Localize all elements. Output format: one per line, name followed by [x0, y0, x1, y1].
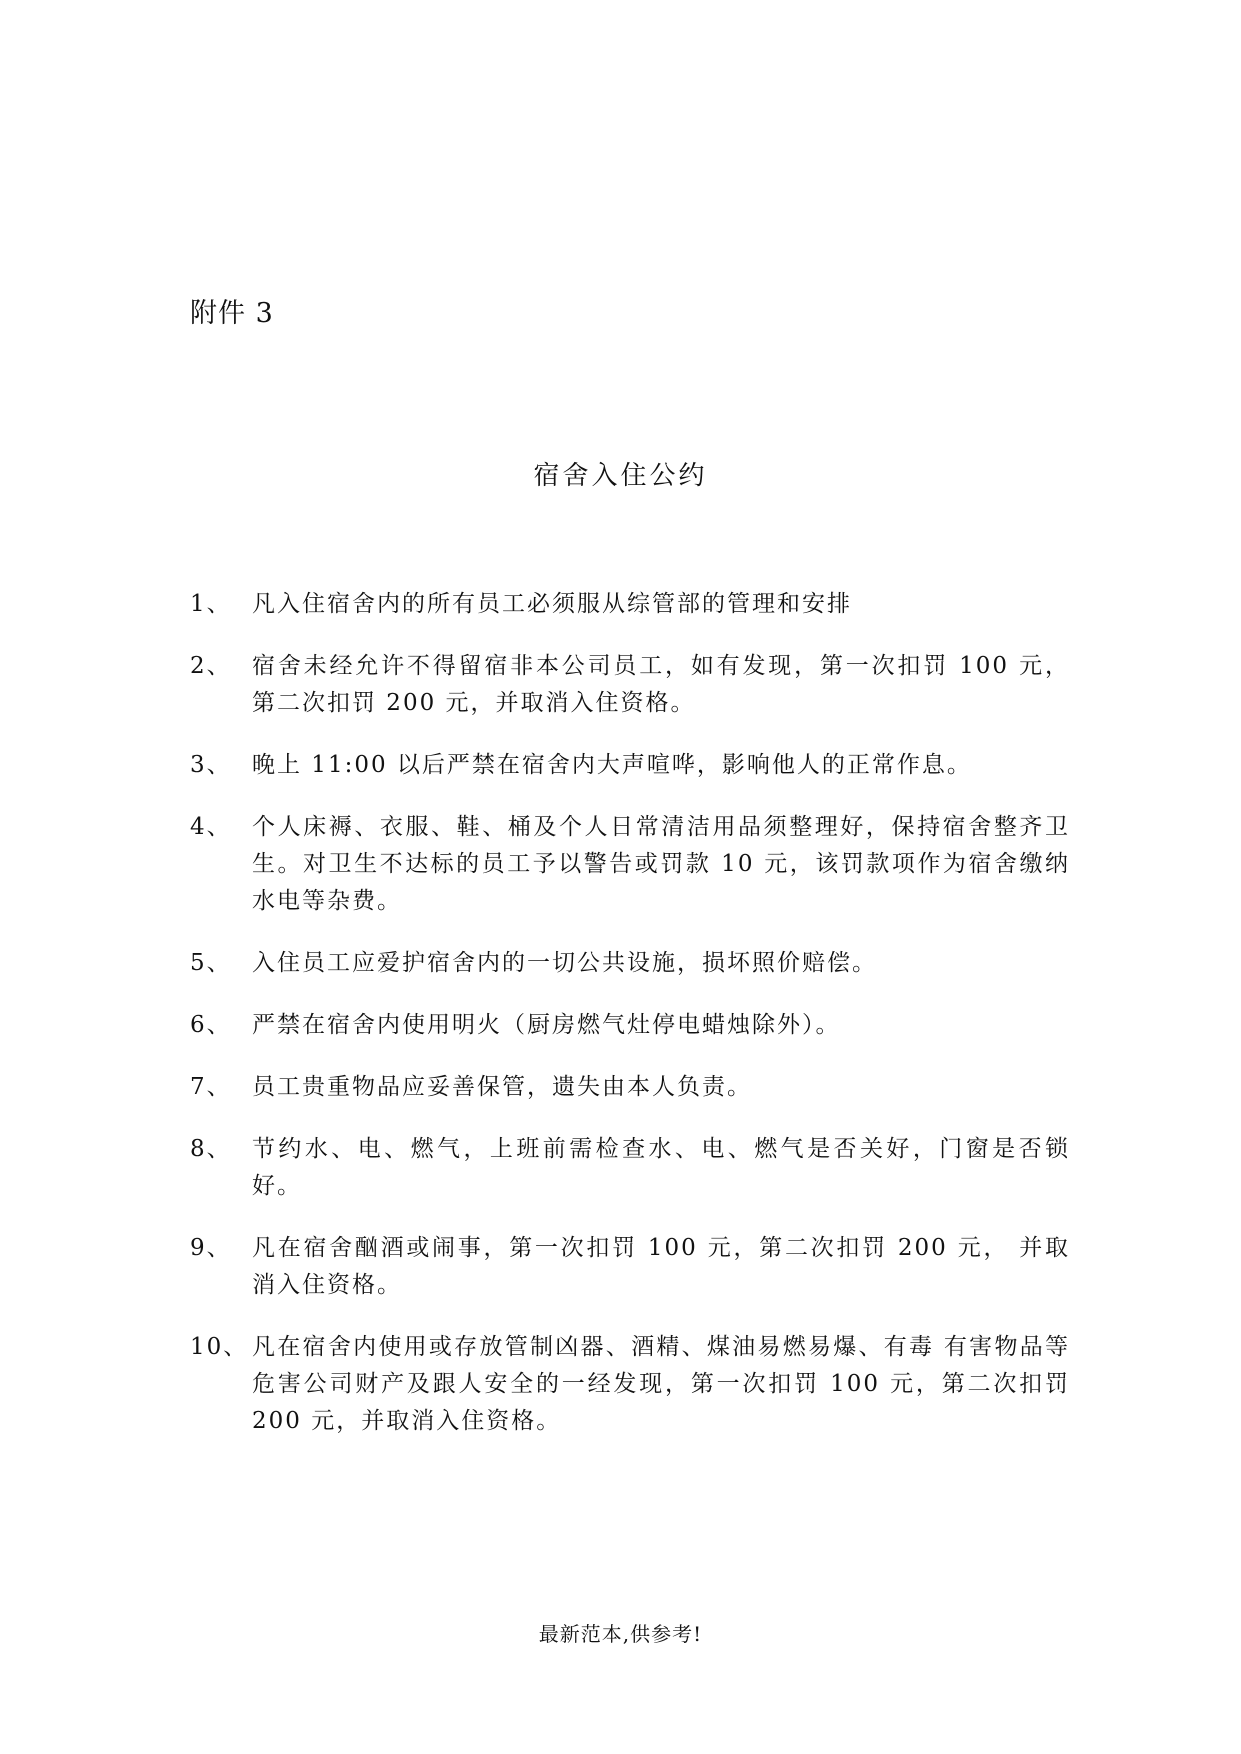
- rule-number: 3、: [190, 752, 232, 778]
- attachment-label: 附件 3: [190, 298, 274, 329]
- rule-item: [190, 809, 1070, 920]
- rule-text: 个人床褥、衣服、鞋、桶及个人日常清洁用品须整理好，保持宿舍整齐卫生。对卫生不达标的员工予以警告或罚款 10 元，该罚款项作为宿舍缴纳水电等杂费。: [252, 814, 1070, 914]
- footer-note: 最新范本,供参考!: [538, 1622, 703, 1646]
- rule-number: 9、: [190, 1235, 232, 1261]
- rule-number: 6、: [190, 1012, 232, 1038]
- rule-number: 4、: [190, 814, 232, 840]
- rule-number: 8、: [190, 1136, 232, 1162]
- rule-item: [190, 648, 1070, 722]
- rule-item: [190, 586, 1070, 623]
- rule-text: 入住员工应爱护宿舍内的一切公共设施，损坏照价赔偿。: [252, 950, 877, 976]
- rule-text: 宿舍未经允许不得留宿非本公司员工，如有发现，第一次扣罚 100 元，第二次扣罚 200 元，并取消入住资格。: [252, 653, 1070, 716]
- rule-item: [190, 1329, 1070, 1440]
- rule-item: [190, 1069, 1070, 1106]
- rule-text: 凡在宿舍内使用或存放管制凶器、酒精、煤油易燃易爆、有毒 有害物品等危害公司财产及跟人安全的一经发现，第一次扣罚 100 元，第二次扣罚 200 元，并取消入住资格。: [252, 1334, 1070, 1434]
- rule-item: [190, 747, 1070, 784]
- rule-number: 5、: [190, 950, 232, 976]
- rule-text: 节约水、电、燃气，上班前需检查水、电、燃气是否关好，门窗是否锁好。: [252, 1136, 1070, 1199]
- rule-number: 7、: [190, 1074, 232, 1100]
- rule-text: 凡在宿舍酗酒或闹事，第一次扣罚 100 元，第二次扣罚 200 元， 并取消入住资格。: [252, 1235, 1070, 1298]
- rule-text: 晚上 11:00 以后严禁在宿舍内大声喧哗，影响他人的正常作息。: [252, 752, 972, 778]
- rule-item: [190, 945, 1070, 982]
- document-title: 宿舍入住公约: [533, 461, 708, 491]
- rule-number: 10、: [190, 1334, 249, 1360]
- rule-item: [190, 1007, 1070, 1044]
- rule-number: 1、: [190, 591, 232, 617]
- rules-list: [190, 586, 1070, 1465]
- rule-text: 严禁在宿舍内使用明火（厨房燃气灶停电蜡烛除外）。: [252, 1012, 841, 1038]
- rule-number: 2、: [190, 653, 232, 679]
- rule-text: 员工贵重物品应妥善保管，遗失由本人负责。: [252, 1074, 752, 1100]
- rule-text: 凡入住宿舍内的所有员工必须服从综管部的管理和安排: [252, 591, 852, 617]
- rule-item: [190, 1230, 1070, 1304]
- rule-item: [190, 1131, 1070, 1205]
